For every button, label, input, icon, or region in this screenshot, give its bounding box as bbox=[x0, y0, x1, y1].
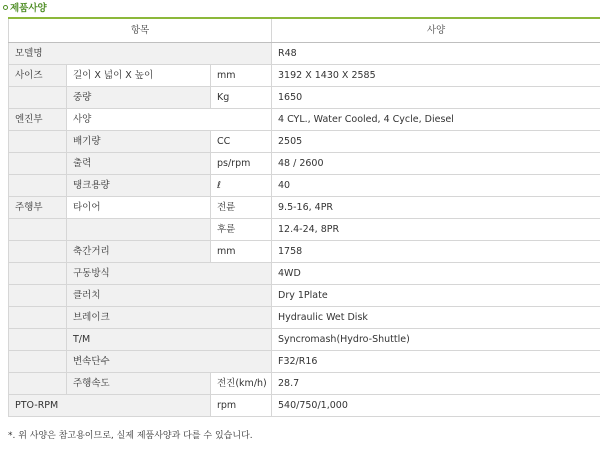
table-row bbox=[9, 394, 600, 416]
group-label-empty bbox=[9, 218, 67, 240]
row-label-tm: T/M bbox=[67, 328, 272, 350]
row-unit-tank: ℓ bbox=[211, 174, 272, 196]
group-label-empty bbox=[9, 306, 67, 328]
row-value-tm: Syncromash(Hydro-Shuttle) bbox=[272, 328, 600, 350]
row-value-wheelbase: 1758 bbox=[272, 240, 600, 262]
table-row bbox=[9, 130, 600, 152]
table-row bbox=[9, 350, 600, 372]
row-unit-displacement: CC bbox=[211, 130, 272, 152]
table-row bbox=[9, 108, 600, 130]
row-label-displacement: 배기량 bbox=[67, 130, 211, 152]
row-label-pto: PTO-RPM bbox=[9, 394, 211, 416]
group-label-size: 사이즈 bbox=[9, 64, 67, 86]
row-unit-weight: Kg bbox=[211, 86, 272, 108]
header-spec: 사양 bbox=[272, 18, 600, 42]
row-label-tire: 타이어 bbox=[67, 196, 211, 218]
row-sub-speed: 전진(km/h) bbox=[211, 372, 272, 394]
row-value-clutch: Dry 1Plate bbox=[272, 284, 600, 306]
row-label-speed: 주행속도 bbox=[67, 372, 211, 394]
row-value-speed: 28.7 bbox=[272, 372, 600, 394]
row-unit-size: mm bbox=[211, 64, 272, 86]
table-row bbox=[9, 64, 600, 86]
row-label-gears: 변속단수 bbox=[67, 350, 272, 372]
group-label-empty bbox=[9, 130, 67, 152]
row-value-output: 48 / 2600 bbox=[272, 152, 600, 174]
section-title-text: 제품사양 bbox=[10, 3, 47, 14]
table-row bbox=[9, 86, 600, 108]
group-label-empty bbox=[9, 350, 67, 372]
spec-table bbox=[8, 17, 600, 417]
row-label-size: 길이 X 넓이 X 높이 bbox=[67, 64, 211, 86]
row-value-drive: 4WD bbox=[272, 262, 600, 284]
row-unit-wheelbase: mm bbox=[211, 240, 272, 262]
row-label-empty bbox=[67, 218, 211, 240]
group-label-drive-unit: 주행부 bbox=[9, 196, 67, 218]
section-title bbox=[3, 2, 47, 16]
row-unit-pto: rpm bbox=[211, 394, 272, 416]
table-row bbox=[9, 262, 600, 284]
group-label-empty bbox=[9, 174, 67, 196]
row-value-size: 3192 X 1430 X 2585 bbox=[272, 64, 600, 86]
row-value-engine-type: 4 CYL., Water Cooled, 4 Cycle, Diesel bbox=[272, 108, 600, 130]
table-row bbox=[9, 306, 600, 328]
row-value-tank: 40 bbox=[272, 174, 600, 196]
row-value-weight: 1650 bbox=[272, 86, 600, 108]
row-value-gears: F32/R16 bbox=[272, 350, 600, 372]
row-label-tank: 탱크용량 bbox=[67, 174, 211, 196]
group-label-engine: 엔진부 bbox=[9, 108, 67, 130]
row-label-engine-type: 사양 bbox=[67, 108, 272, 130]
table-row bbox=[9, 240, 600, 262]
row-label-weight: 중량 bbox=[67, 86, 211, 108]
table-row bbox=[9, 152, 600, 174]
row-value-model: R48 bbox=[272, 42, 600, 64]
row-value-tire-front: 9.5-16, 4PR bbox=[272, 196, 600, 218]
footnote: *. 위 사양은 참고용이므로, 실제 제품사양과 다를 수 있습니다. bbox=[8, 431, 253, 441]
row-sub-tire-front: 전륜 bbox=[211, 196, 272, 218]
row-unit-output: ps/rpm bbox=[211, 152, 272, 174]
group-label-empty bbox=[9, 372, 67, 394]
table-row bbox=[9, 328, 600, 350]
table-row bbox=[9, 218, 600, 240]
row-value-brake: Hydraulic Wet Disk bbox=[272, 306, 600, 328]
row-value-displacement: 2505 bbox=[272, 130, 600, 152]
group-label-empty bbox=[9, 240, 67, 262]
row-label-brake: 브레이크 bbox=[67, 306, 272, 328]
row-value-tire-rear: 12.4-24, 8PR bbox=[272, 218, 600, 240]
group-label-empty bbox=[9, 262, 67, 284]
table-row bbox=[9, 284, 600, 306]
row-label-wheelbase: 축간거리 bbox=[67, 240, 211, 262]
row-label-output: 출력 bbox=[67, 152, 211, 174]
row-label-model: 모델명 bbox=[9, 42, 272, 64]
table-header-row bbox=[9, 18, 600, 42]
row-label-drive: 구동방식 bbox=[67, 262, 272, 284]
header-item: 항목 bbox=[9, 18, 272, 42]
table-row bbox=[9, 174, 600, 196]
table-row bbox=[9, 42, 600, 64]
group-label-empty bbox=[9, 284, 67, 306]
row-value-pto: 540/750/1,000 bbox=[272, 394, 600, 416]
bullet-ring-icon bbox=[3, 5, 8, 10]
group-label-empty bbox=[9, 86, 67, 108]
table-row bbox=[9, 196, 600, 218]
group-label-empty bbox=[9, 328, 67, 350]
table-row bbox=[9, 372, 600, 394]
row-sub-tire-rear: 후륜 bbox=[211, 218, 272, 240]
row-label-clutch: 클러치 bbox=[67, 284, 272, 306]
group-label-empty bbox=[9, 152, 67, 174]
